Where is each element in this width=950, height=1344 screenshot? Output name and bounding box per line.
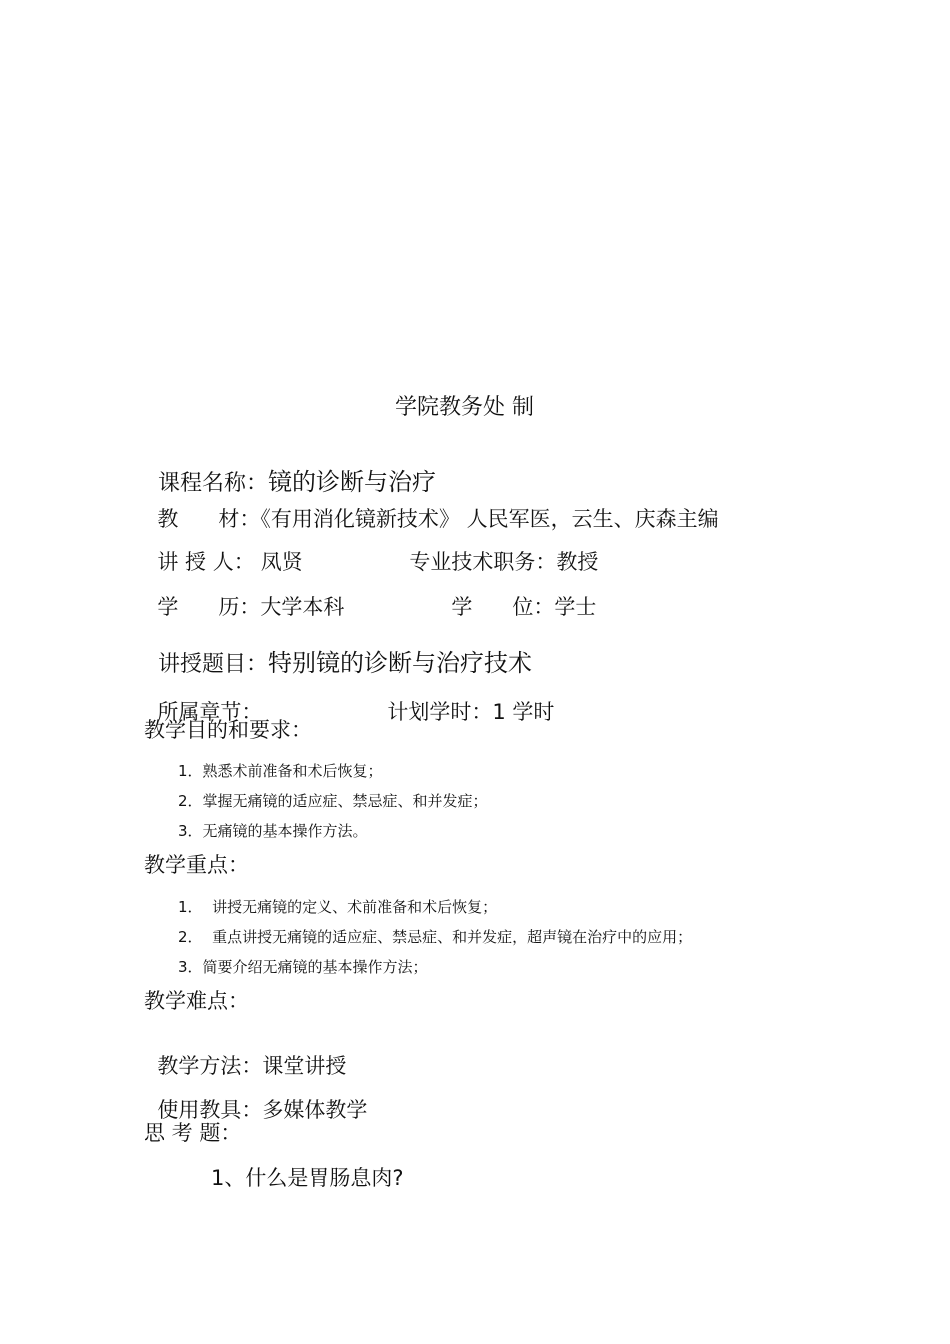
method-row [144,1035,346,1077]
method-label: 教学方法： [157,1054,263,1078]
lecturer-label: 讲 授 人： [157,550,255,574]
education-value: 大学本科 [260,595,345,619]
method-value: 课堂讲授 [262,1054,347,1078]
course-name-value: 镜的诊断与治疗 [268,468,437,496]
tools-label: 使用教具： [157,1098,263,1122]
list-item: 3．简要介绍无痛镜的基本操作方法； [178,958,428,976]
professional-title-label: 专业技术职务： [409,550,557,574]
education-label: 学 历： [157,595,261,619]
questions-heading: 思 考 题： [144,1121,242,1145]
list-item: 2． 重点讲授无痛镜的适应症、禁忌症、和并发症，超声镜在治疗中的应用； [178,928,693,946]
lecturer-row [144,531,303,573]
professional-title-value: 教授 [556,550,599,574]
list-item: 2．掌握无痛镜的适应症、禁忌症、和并发症； [178,792,488,810]
education-row [144,576,344,618]
textbook-label: 教 材： [157,507,261,531]
degree-row [438,576,596,618]
difficulties-heading: 教学难点： [144,989,249,1013]
topic-label: 讲授题目： [158,652,269,677]
list-item: 3．无痛镜的基本操作方法。 [178,822,368,840]
list-item: 1． 讲授无痛镜的定义、术前准备和术后恢复； [178,898,498,916]
professional-title-row [396,531,598,573]
question-item: 1、什么是胃肠息肉? [211,1166,404,1190]
textbook-row [144,488,719,530]
hours-row [374,681,554,723]
hours-value: 1 学时 [492,700,555,724]
tools-value: 多媒体教学 [262,1098,368,1122]
document-header: 学院教务处 制 [395,395,534,420]
lecturer-value: 凤贤 [260,550,303,574]
list-item: 1．熟悉术前准备和术后恢复； [178,762,383,780]
course-name-label: 课程名称： [158,471,269,496]
textbook-value: 《有用消化镜新技术》 人民军医，云生、庆森主编 [260,507,719,531]
topic-value: 特别镜的诊断与治疗技术 [268,649,533,677]
key-points-heading: 教学重点： [144,853,249,877]
topic-row [144,629,532,676]
chapter-label: 所属章节： [157,700,263,724]
degree-value: 学士 [554,595,597,619]
tools-row [144,1079,367,1121]
objectives-heading: 教学目的和要求： [144,718,312,742]
hours-label: 计划学时： [387,700,493,724]
chapter-row [144,681,262,723]
degree-label: 学 位： [451,595,555,619]
